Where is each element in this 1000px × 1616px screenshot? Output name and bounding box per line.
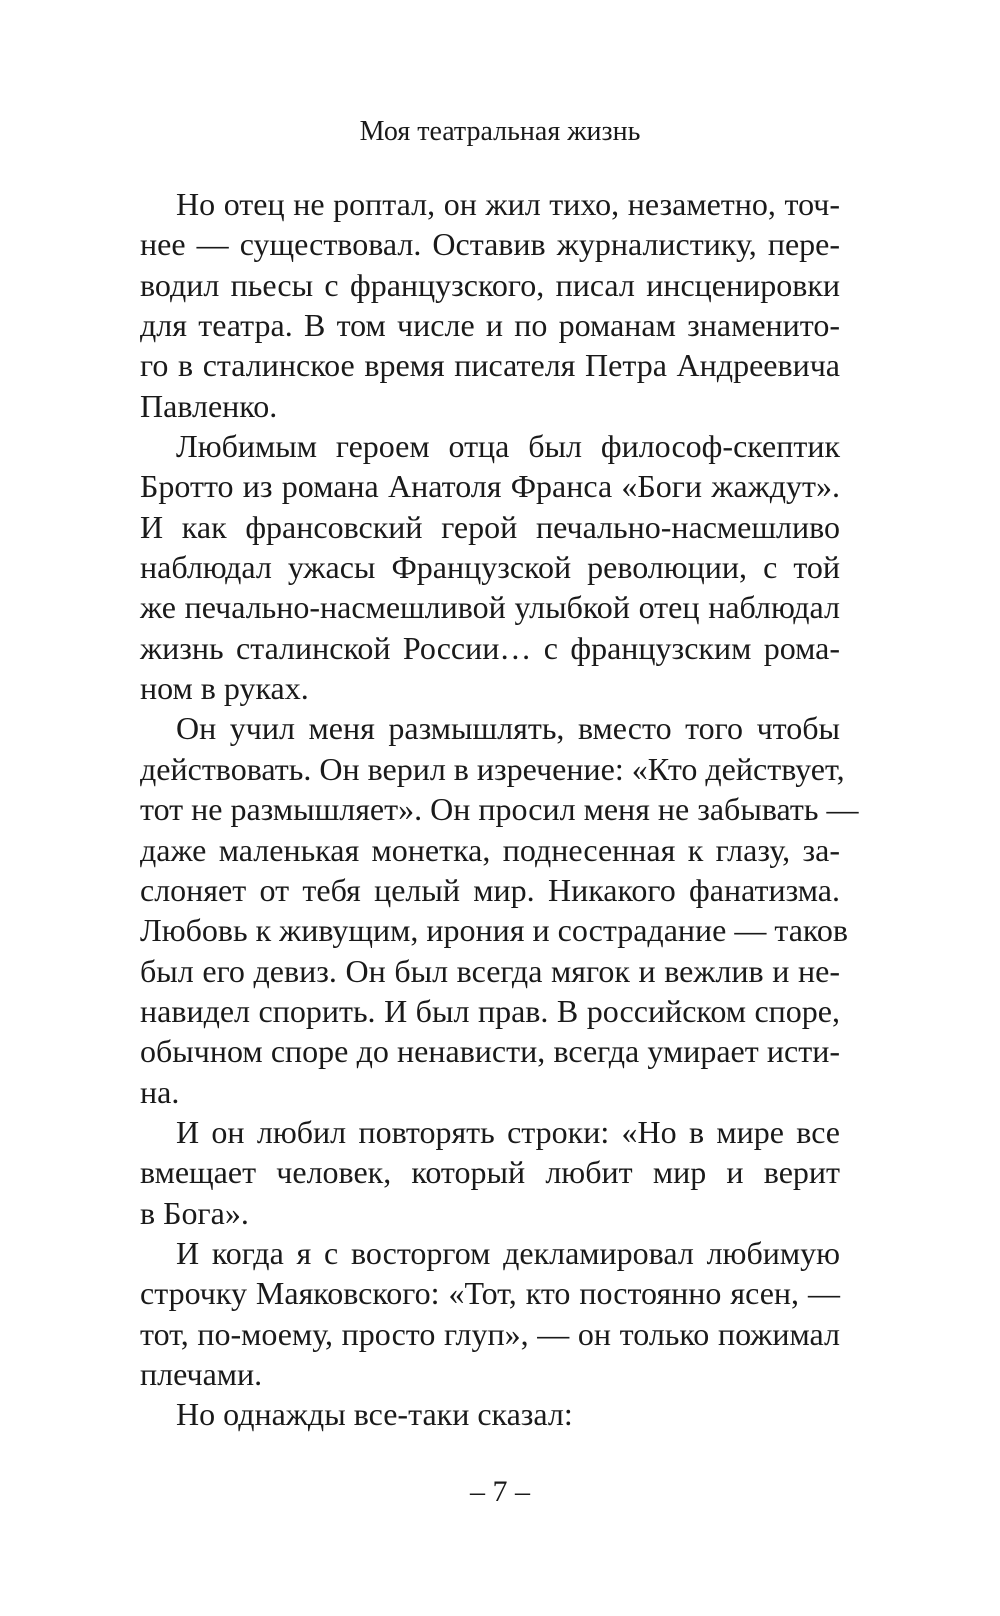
text-line: Любовь к живущим, ирония и сострадание — таков bbox=[140, 912, 848, 949]
text-line: И когда я с восторгом декламировал любимую bbox=[176, 1234, 840, 1271]
text-line: Бротто из романа Анатоля Франса «Боги жаждут». bbox=[140, 468, 840, 505]
text-line: Но однажды все-таки сказал: bbox=[176, 1396, 573, 1433]
text-line: слоняет от тебя целый мир. Никакого фанатизма. bbox=[140, 871, 840, 908]
text-line: нее — существовал. Оставив журналистику, пере- bbox=[140, 226, 840, 263]
text-line: действовать. Он верил в изречение: «Кто действует, bbox=[140, 750, 845, 787]
text-line: водил пьесы с французского, писал инсценировки bbox=[140, 266, 840, 303]
text-line: вмещает человек, который любит мир и верит bbox=[140, 1154, 840, 1191]
text-line: плечами. bbox=[140, 1355, 263, 1392]
text-line: навидел спорить. И был прав. В российском споре, bbox=[140, 992, 840, 1029]
text-line: даже маленькая монетка, поднесенная к глазу, за- bbox=[140, 831, 840, 868]
page-number: – 7 – bbox=[470, 1475, 530, 1508]
text-line: го в сталинское время писателя Петра Андреевича bbox=[140, 347, 840, 384]
running-header: Моя театральная жизнь bbox=[359, 116, 641, 147]
text-line: наблюдал ужасы Французской революции, с той bbox=[140, 549, 840, 586]
text-line: жизнь сталинской России… с французским рома- bbox=[140, 629, 840, 666]
text-line: ном в руках. bbox=[140, 670, 309, 707]
text-line: на. bbox=[140, 1073, 180, 1110]
text-line: же печально-насмешливой улыбкой отец наблюдал bbox=[140, 589, 840, 626]
text-line: И как франсовский герой печально-насмешливо bbox=[140, 508, 840, 545]
text-line: для театра. В том числе и по романам знаменито- bbox=[140, 307, 840, 344]
text-line: Любимым героем отца был философ-скептик bbox=[176, 428, 840, 465]
text-line: И он любил повторять строки: «Но в мире все bbox=[176, 1113, 840, 1150]
text-line: был его девиз. Он был всегда мягок и вежлив и не- bbox=[140, 952, 840, 989]
text-line: Он учил меня размышлять, вместо того чтобы bbox=[176, 710, 840, 747]
text-line: в Бога». bbox=[140, 1194, 249, 1231]
text-line: тот, по-моему, просто глуп», — он только пожимал bbox=[140, 1315, 840, 1352]
text-line: строчку Маяковского: «Тот, кто постоянно ясен, — bbox=[140, 1275, 840, 1312]
text-line: тот не размышляет». Он просил меня не забывать — bbox=[140, 791, 859, 828]
text-line: обычном споре до ненависти, всегда умирает исти- bbox=[140, 1033, 840, 1070]
text-line: Но отец не роптал, он жил тихо, незаметно, точ- bbox=[176, 186, 840, 222]
text-line: Павленко. bbox=[140, 387, 278, 424]
body-text bbox=[140, 184, 859, 1435]
